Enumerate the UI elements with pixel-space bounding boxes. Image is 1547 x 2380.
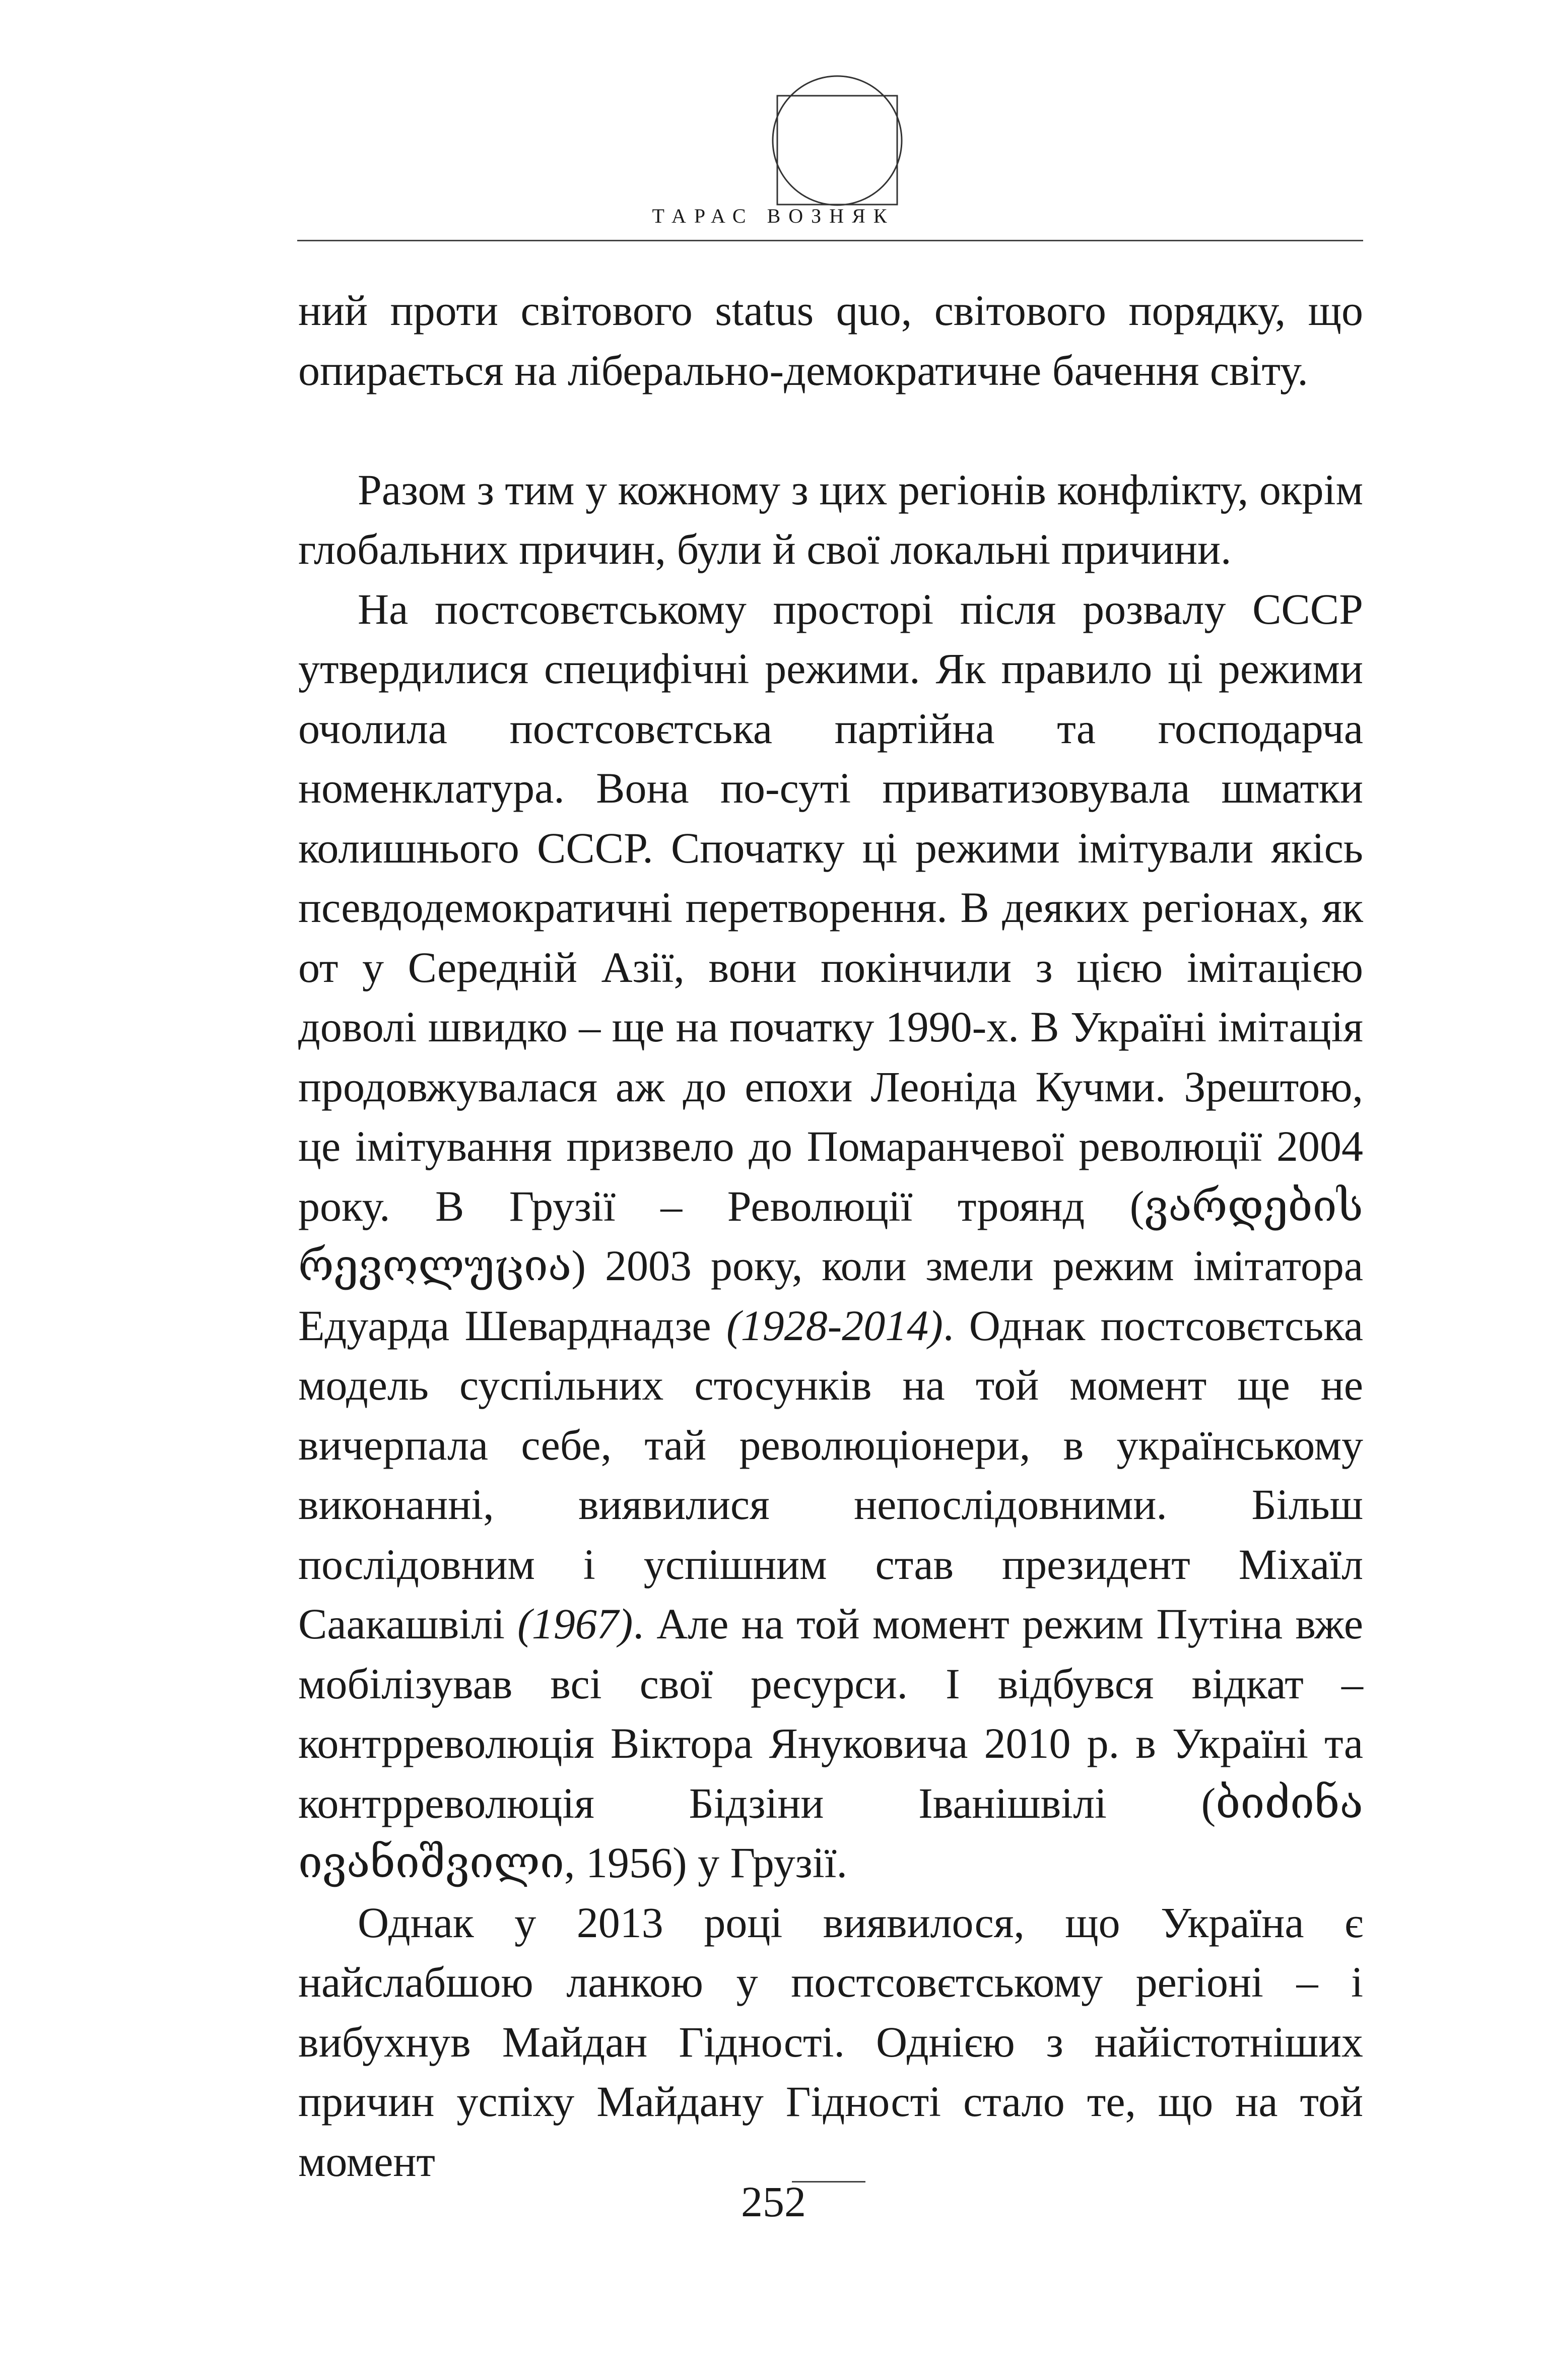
paragraph-3-dates-shevardnadze: (1928-2014)	[726, 1301, 943, 1350]
paragraph-3-dates-saakashvili: (1967)	[517, 1600, 633, 1648]
circle-square-emblem-icon	[771, 75, 903, 207]
paragraph-3-text-a: На постсовєтському просторі після розвалу СССР утвердилися специфічні режими. Як правило ці режими очолила постсовєтська партійна та господарча номенклатура. Вона по-суті приватизовувала шматки колишнього СССР. Спочатку ці режими імітували якісь псевдодемократичні перетворення. В деяких регіонах, як от у Середній Азії, вони покінчили з цією імітацією доволі швидко – ще на початку 1990-х. В Україні імітація продовжувалася аж до епохи Леоніда Кучми. Зрештою, це імітування призвело до Помаранчевої революції 2004 року. В Грузії – Революції троянд (ვარდების რევოლუცია) 2003 року, коли змели режим імітатора Едуарда Шеварднадзе	[298, 584, 1363, 1350]
paragraph-3-text-b: . Однак постсовєтська модель суспільних стосунків на той момент ще не вичерпала себе, тай революціонери, в українському виконанні, виявилися непослідовними. Більш послідовним і успішним став президент Міхаїл Саакашвілі	[298, 1301, 1363, 1648]
page-number: 252	[741, 2177, 806, 2226]
paragraph-4	[298, 1893, 1363, 2192]
paragraph-2	[298, 460, 1363, 579]
running-header-author: ТАРАС ВОЗНЯК	[652, 205, 895, 227]
paragraph-4-text: Однак у 2013 році виявилося, що Україна є найслабшою ланкою у постсовєтському регіоні – і вибухнув Майдан Гідності. Однією з найістотніших причин успіху Майдану Гідності стало те, що на той момент	[298, 1898, 1363, 2186]
paragraph-3-text-c: . Але на той момент режим Путіна вже мобілізував всі свої ресурси. І відбувся відкат – контрреволюція Віктора Януковича 2010 р. в Україні та контрреволюція Бідзіни Іванішвілі (ბიძინა ივანიშვილი, 1956) у Грузії.	[298, 1600, 1363, 1887]
paragraph-1-text: ний проти світового status quo, світового порядку, що опирається на ліберально-демократичне бачення світу.	[298, 286, 1363, 394]
paragraph-2-text: Разом з тим у кожному з цих регіонів конфлікту, окрім глобальних причин, були й свої локальні причини.	[298, 465, 1363, 573]
paragraph-3	[298, 579, 1363, 1893]
page-body	[298, 281, 1363, 2191]
paragraph-gap	[298, 400, 1363, 460]
header-divider	[297, 240, 1363, 241]
paragraph-1	[298, 281, 1363, 400]
